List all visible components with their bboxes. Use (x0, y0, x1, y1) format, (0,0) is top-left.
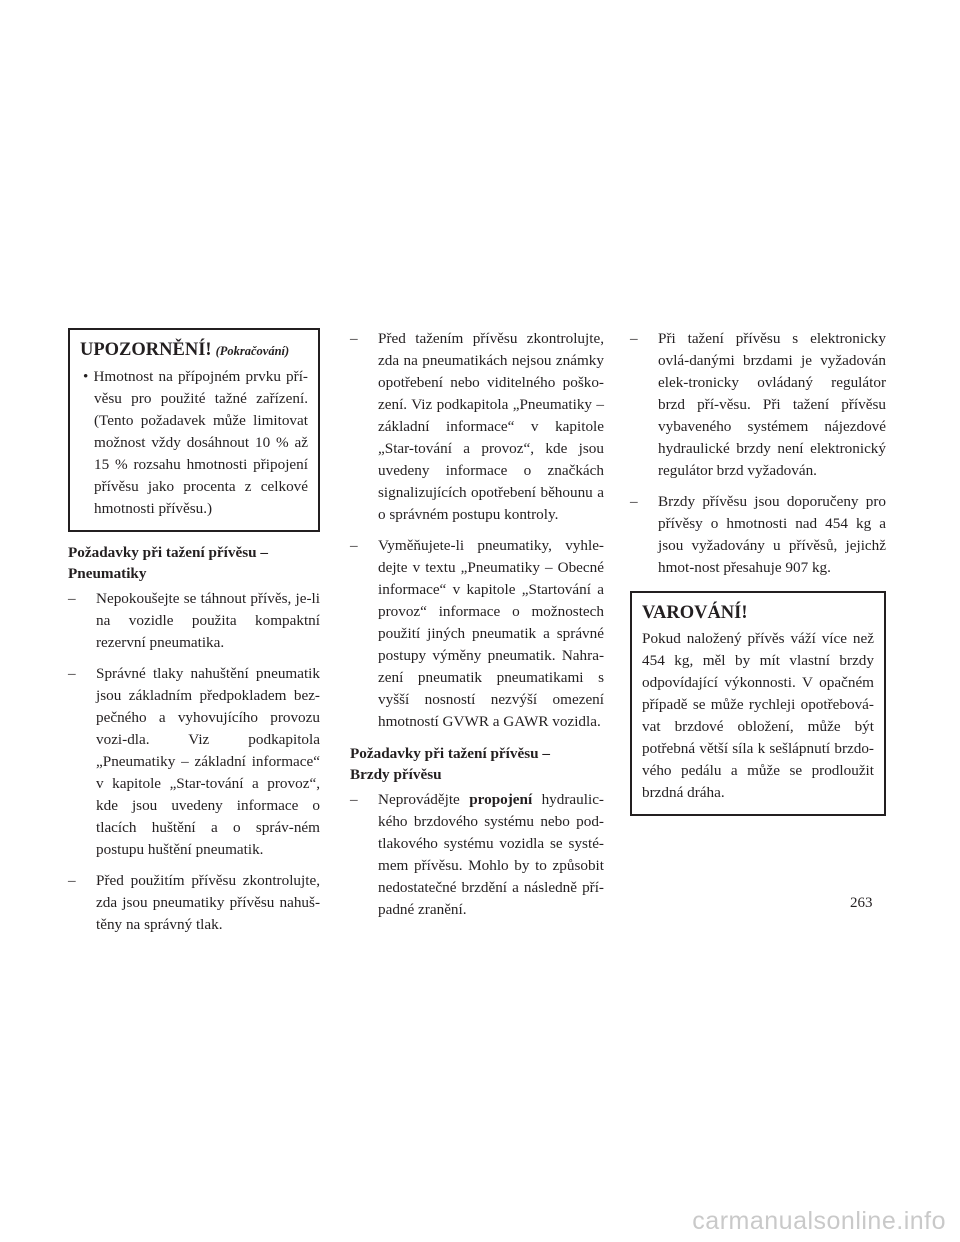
dash-mark: – (68, 590, 76, 607)
list-item (68, 870, 320, 936)
emphasis-text: propojení (469, 791, 533, 808)
tires-heading-line1: Požadavky při tažení přívěsu – (68, 544, 268, 561)
dash-mark: – (350, 791, 358, 808)
tires-heading (68, 542, 320, 584)
watermark: carmanualsonline.info (692, 1207, 946, 1235)
column-right (630, 328, 886, 816)
dash-mark: – (630, 330, 638, 347)
list-item-text: Vyměňujete-li pneumatiky, vyhle-dejte v textu „Pneumatiky – Obecné informace“ v kapitole „Startování a provoz“ informace o možnostech použití jiných pneumatik a správné postupy výměny pneumatik. Nahra-zení pneumatik pneumatikami s vyšší nosností nezvýší omezení hmotností GVWR a GAWR vozidla. (378, 537, 604, 730)
dash-mark: – (350, 330, 358, 347)
warning-text: Pokud naložený přívěs váží více než 454 kg, měl by mít vlastní brzdy odpovídající výkonnosti. V opačném případě se může rychleji opotřebová-vat brzdové obložení, může být potřebná větší síla k sešlápnutí brzdo-vého pedálu a může se prodloužit brzdná dráha. (642, 630, 874, 801)
list-item-text: Neprovádějte (378, 791, 470, 808)
caution-continued-label: (Pokračování) (215, 344, 290, 358)
warning-box (630, 591, 886, 816)
list-item-text: Před použitím přívěsu zkontrolujte, zda jsou pneumatiky přívěsu nahuš-těny na správný tlak. (96, 872, 320, 933)
list-item (350, 328, 604, 526)
column-left (68, 328, 320, 945)
dash-mark: – (630, 493, 638, 510)
list-item (630, 491, 886, 579)
list-item-text: Při tažení přívěsu s elektronicky ovlá-danými brzdami je vyžadován elek-tronicky ovládaný regulátor brzd pří-věsu. Při tažení přívěsu vybaveného systémem nájezdové hydraulické brzdy není elektronický regulátor brzd vyžadován. (658, 330, 886, 479)
list-item-text: Nepokoušejte se táhnout přívěs, je-li na vozidle použita kompaktní rezervní pneumatika. (96, 590, 320, 651)
bullet-mark: • (83, 368, 89, 385)
list-item (68, 663, 320, 861)
warning-title: VAROVÁNÍ! (642, 603, 748, 623)
list-item (630, 328, 886, 482)
caution-bullet (80, 366, 308, 520)
brakes-heading (350, 743, 604, 785)
caution-box (68, 328, 320, 532)
page-number: 263 (850, 895, 873, 911)
brakes-heading-line1: Požadavky při tažení přívěsu – (350, 745, 550, 762)
list-item-text: hydraulic-kého brzdového systému nebo pod-tlakového systému vozidla se systé-mem přívěsu. Mohlo by to způsobit nedostatečné brzdění a následně pří-padné zranění. (378, 791, 604, 918)
list-item (68, 588, 320, 654)
brakes-heading-line2: Brzdy přívěsu (350, 766, 442, 783)
dash-mark: – (350, 537, 358, 554)
dash-mark: – (68, 665, 76, 682)
list-item-text: Před tažením přívěsu zkontrolujte, zda na pneumatikách nejsou známky opotřebení nebo viditelného poško-zení. Viz podkapitola „Pneumatiky – základní informace“ v kapitole „Star-tování a provoz“, kde jsou uvedeny informace o značkách signalizujících opotřebení běhounu a o správném postupu kontroly. (378, 330, 604, 523)
column-middle (350, 328, 604, 930)
caution-bullet-text: Hmotnost na přípojném prvku pří-věsu pro použité tažné zařízení. (Tento požadavek může limitovat možnost vždy dosáhnout 10 % až 15 % rozsahu hmotnosti připojení přívěsu jako procenta z celkové hmotnosti přívěsu.) (93, 368, 308, 517)
list-item (350, 535, 604, 733)
list-item-text: Správné tlaky nahuštění pneumatik jsou základním předpokladem bez-pečného a vyhovujícího provozu vozi-dla. Viz podkapitola „Pneumatiky – základní informace“ v kapitole „Star-tování a provoz“, kde jsou uvedeny informace o tlacích huštění a o správ-ném postupu huštění pneumatik. (96, 665, 320, 858)
dash-mark: – (68, 872, 76, 889)
list-item (350, 789, 604, 921)
list-item-text: Brzdy přívěsu jsou doporučeny pro přívěsy o hmotnosti nad 454 kg a jsou vyžadovány u přívěsů, jejichž hmot-nost přesahuje 907 kg. (658, 493, 886, 576)
tires-heading-line2: Pneumatiky (68, 565, 147, 582)
caution-title-text: UPOZORNĚNÍ! (80, 340, 212, 360)
caution-title (80, 338, 308, 363)
